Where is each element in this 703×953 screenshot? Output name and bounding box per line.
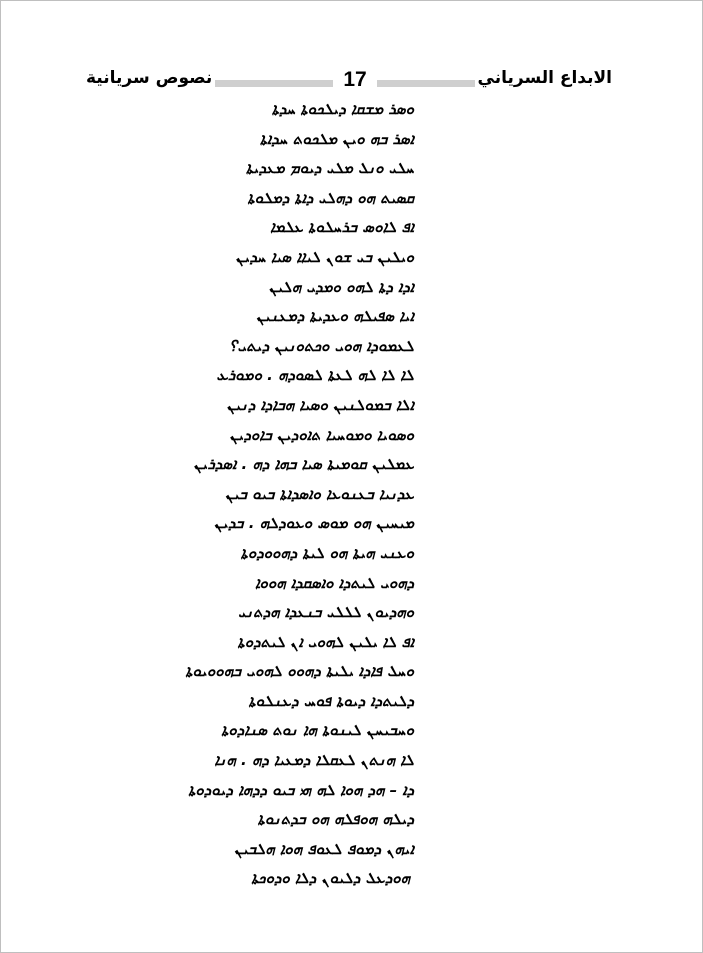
text-line: ܘܗܕܝܘܢ ܠܠܠܝ ܒܢܥܕܐ ܗܕܬܢܝ xyxy=(238,603,414,622)
text-line: ܐܕܐ ܕܬܐ ܠܗܘ ܘܡܕܝ ܗܠܝܢ xyxy=(268,277,414,296)
text-line: ܥܕܢܝܐ ܒܥܢܘܥܐ ܘܐܣܕܐܬܐ ܒܝܘ ܒܝܢ xyxy=(225,484,414,503)
text-line: ܐܦ ܠܐ ܝܠܝܢ ܠܗܘܝ ܐܢ ܠܝܬܕܘܬܐ xyxy=(237,632,414,651)
text-line: ܐܠܐ ܒܡܘܠܢܝܢ ܘܣܝܐ ܗܒܐܕܐ ܕܢܝܢ xyxy=(226,395,414,414)
text-line: ܩܣܝܬ ܗܘ ܕܗܠܝ ܕܐܬܐ ܕܡܠܘܬܐ xyxy=(247,188,414,207)
page-number: 17 xyxy=(343,68,367,91)
text-line: ܠܥܡܘܕܐ ܗܘܝ ܘܟܬܘܢܝܢ ܕܝܬܝ؟ xyxy=(229,336,414,355)
text-line: ܘܣܪ ܡܫܩܐ ܕܝܠܟܘܬܐ ܚܕܬܐ xyxy=(271,100,414,118)
text-line: ܐܝܗܢ ܕܡܘܦ ܠܥܘܦ ܗܘܐ ܗܠܒܝܢ xyxy=(234,839,414,858)
text-line: ܕܐ – ܗܕ ܗܘܐ ܠܗ ܗܝ ܒܝܘ ܕܕܗܐ ܕܝܘܕܘܬܐ xyxy=(188,780,414,799)
text-line: ܕܝܠܗ ܗܘܦܠܗ ܗܘ ܒܕܬܢܘܬܐ xyxy=(257,810,414,829)
text-line: ܘܝܠܝܢ ܒܝ ܫܘܢ ܠܝܐܐ ܣܝܐ ܚܕܝܢ xyxy=(235,247,414,266)
text-line: ܘܚܒܝܚܢ ܠܝܢܘܬܐ ܗܐ ܢܘܬ ܣܢܐܕܘܬܐ xyxy=(221,721,414,740)
text-line: ܐܣܪ ܒܗ ܘܝܢ ܡܠܟܘܬ ܚܕܐܬܐ xyxy=(259,129,414,148)
text-line: ܗܘܕܥܠ ܕܠܝܘܢ ܕܠܐ ܘܕܘܟܬܐ xyxy=(251,869,410,888)
text-line: ܐܦ ܠܐܘܣ ܒܪܚܠܘܬܐ ܥܠܡܐ xyxy=(270,218,414,237)
text-line: ܡܝܚܝܢ ܗܘ ܡܘܣ ܘܥܘܕܠܗ . ܒܕܝܢ xyxy=(214,514,414,533)
running-header xyxy=(83,67,615,97)
text-body xyxy=(114,95,414,894)
section-title: نصوص سريانية xyxy=(83,67,215,89)
text-line: ܘܣܘܝܐ ܘܡܘܚܝܐ ܬܐܘܕܝܢ ܒܐܘܕܝܢ xyxy=(229,425,414,444)
book-title: الابداع السرياني xyxy=(475,67,615,89)
text-line: ܘܚܠ ܦܐܕܐ ܝܠܝܬܐ ܕܗܘܘ ܠܗܘܝ ܒܗܘܘܝܘܬܐ xyxy=(185,662,414,681)
text-line: ܠܐ ܗܢܬܢ ܠܥܩܠܐ ܕܡܥܝܐ ܕܗ . ܗܢܐ xyxy=(214,751,414,770)
text-line: ܘܥܢܝ ܗܝܬܐ ܗܘ ܠܝܬܐ ܕܗܘܘܕܘܬܐ xyxy=(240,543,414,562)
text-line: ܕܠܝܬܕܐ ܕܝܘܬܐ ܦܘܚ ܕܥܢܠܘܬܐ xyxy=(248,691,414,710)
text-line: ܕܗܘܝ ܠܝܬܕܐ ܘܐܣܩܕܐ ܗܘܘܐ xyxy=(254,573,414,592)
text-line: ܐܝܐ ܣܦܝܠܗ ܘܥܕܝܬܐ ܕܡܥܢܝܢ xyxy=(256,307,414,326)
text-line: ܥܡܠܝܢ ܩܘܡܝܬܐ ܣܝܐ ܒܗܐ ܕܗ . ܐܣܕܪܝܢ xyxy=(193,455,414,474)
text-line: ܚܠܝ ܘܢܠ ܡܠܝ ܕܝܘܡ ܡܥܕܝܬܐ xyxy=(245,159,414,178)
text-line: ܠܐ ܠܐ ܠܗ ܠܥܬܐ ܠܣܘܕܗ . ܘܡܘܪܥ xyxy=(216,366,414,385)
